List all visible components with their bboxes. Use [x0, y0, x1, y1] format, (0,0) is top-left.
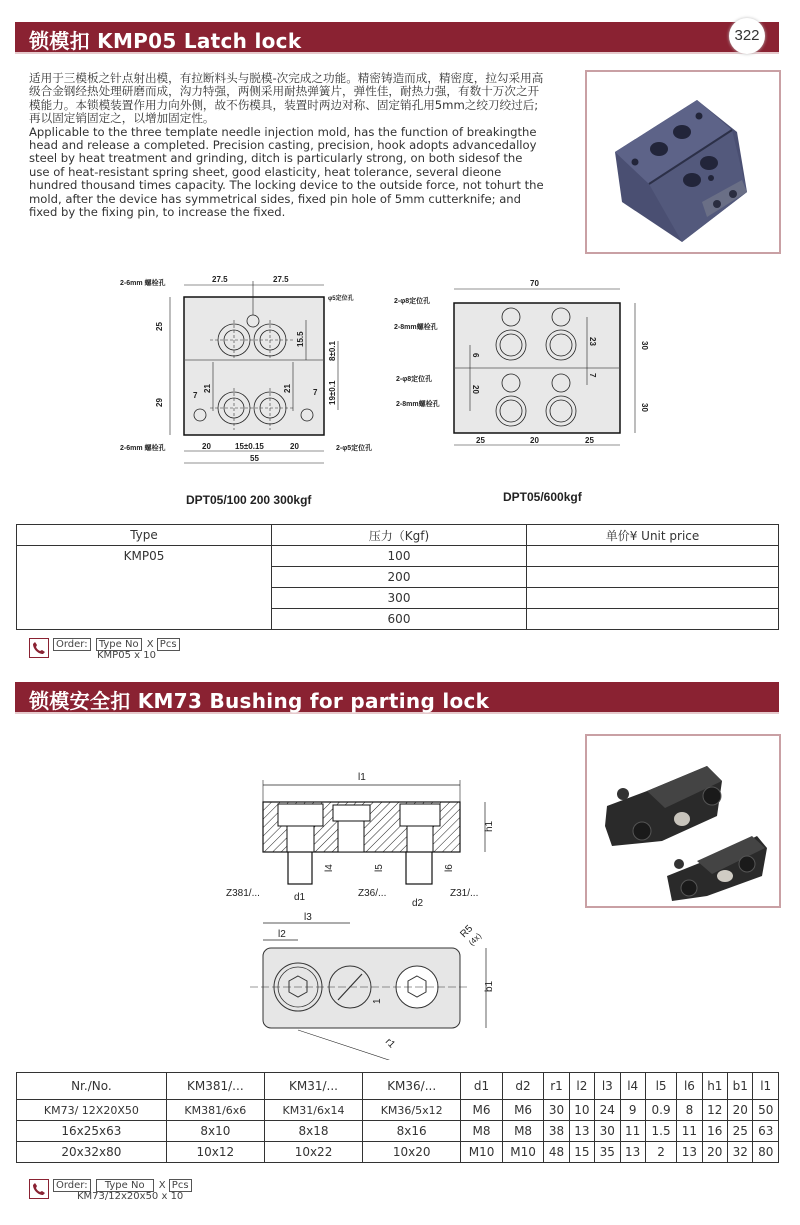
- header-type: Type: [17, 525, 272, 546]
- cell: 13: [677, 1142, 702, 1163]
- cell: 32: [728, 1142, 753, 1163]
- label-z31: Z31/...: [450, 888, 479, 899]
- cell: 20: [702, 1142, 727, 1163]
- type-no-label: Type No: [96, 1179, 154, 1192]
- cell: 20x32x80: [17, 1142, 167, 1163]
- dim-27-5-right: 27.5: [273, 275, 289, 284]
- header-l5: l5: [645, 1073, 676, 1100]
- product-description: [29, 72, 544, 219]
- cell: 9: [620, 1100, 645, 1121]
- cell: 8x18: [264, 1121, 362, 1142]
- page-number: 322: [729, 18, 765, 54]
- section-title: 锁模扣 KMP05 Latch lock: [29, 29, 302, 53]
- header-d2: d2: [502, 1073, 544, 1100]
- header-b1: b1: [728, 1073, 753, 1100]
- type-no-label: Type No: [96, 638, 142, 651]
- cell: 20: [728, 1100, 753, 1121]
- cell: 13: [569, 1121, 594, 1142]
- label-l1: l1: [358, 772, 366, 783]
- dim-6: 6: [471, 353, 480, 358]
- cell: M8: [502, 1121, 544, 1142]
- label-l6: l6: [444, 864, 455, 872]
- header-r1: r1: [544, 1073, 569, 1100]
- label-pin-bottom: 2-φ5定位孔: [336, 445, 373, 452]
- pcs-label: Pcs: [169, 1179, 192, 1192]
- cell: 50: [753, 1100, 779, 1121]
- times-sign: X: [146, 639, 154, 650]
- dim-55: 55: [250, 454, 259, 463]
- pcs-label: Pcs: [157, 638, 180, 651]
- label-pin-top: φ5定位孔: [328, 296, 354, 302]
- cell: 80: [753, 1142, 779, 1163]
- label-b1: b1: [484, 980, 495, 992]
- cell: 10: [569, 1100, 594, 1121]
- label-l3: l3: [304, 912, 312, 923]
- cell: 11: [620, 1121, 645, 1142]
- table-row: [17, 1142, 779, 1163]
- dim-25: 25: [155, 322, 164, 331]
- table-row: [17, 1100, 779, 1121]
- label-pin-b: 2-φ8定位孔: [396, 376, 433, 383]
- cell: 10x20: [363, 1142, 461, 1163]
- order-format-kmp05: [29, 638, 229, 668]
- cell: 48: [544, 1142, 569, 1163]
- dim-7-left: 7: [193, 391, 198, 400]
- header-force: 压力（Kgf): [272, 525, 527, 546]
- phone-icon: [29, 638, 49, 658]
- price-cell: [527, 588, 779, 609]
- cell: 24: [595, 1100, 620, 1121]
- label-r5-count: (4x): [467, 931, 484, 948]
- dim-7-right: 7: [313, 388, 318, 397]
- cell: 2: [645, 1142, 676, 1163]
- cell: KM381/6x6: [166, 1100, 264, 1121]
- order-example: KM73/12x20x50 x 10: [77, 1191, 184, 1202]
- cell: 30: [544, 1100, 569, 1121]
- cell: 16x25x63: [17, 1121, 167, 1142]
- phone-icon: [29, 1179, 49, 1199]
- cell: 38: [544, 1121, 569, 1142]
- order-format-km73: [29, 1179, 249, 1209]
- cell: M6: [461, 1100, 503, 1121]
- dim-21-right: 21: [283, 384, 292, 393]
- cell: 12: [702, 1100, 727, 1121]
- drawing-caption-2: DPT05/600kgf: [503, 490, 582, 504]
- dim-8: 8±0.1: [328, 341, 337, 361]
- dimension-drawing-dpt05-300: [110, 265, 380, 475]
- label-d2: d2: [412, 898, 424, 909]
- cell: M6: [502, 1100, 544, 1121]
- cell: 10x12: [166, 1142, 264, 1163]
- dim-15-5: 15.5: [296, 331, 305, 347]
- cell: 25: [728, 1121, 753, 1142]
- header-d1: d1: [461, 1073, 503, 1100]
- dim-19: 19±0.1: [328, 380, 337, 405]
- header-nr: Nr./No.: [17, 1073, 167, 1100]
- cell: 1.5: [645, 1121, 676, 1142]
- label-pin-a: 2-φ8定位孔: [394, 298, 431, 305]
- price-cell: [527, 567, 779, 588]
- label-h1: h1: [484, 820, 495, 832]
- dim-25-left: 25: [476, 436, 485, 445]
- cell: 0.9: [645, 1100, 676, 1121]
- force-cell: 100: [272, 546, 527, 567]
- cell: M10: [461, 1142, 503, 1163]
- order-example: KMP05 x 10: [97, 650, 156, 661]
- dim-20-vert: 20: [471, 385, 480, 394]
- cell: 8x16: [363, 1121, 461, 1142]
- price-cell: [527, 546, 779, 567]
- force-cell: 600: [272, 609, 527, 630]
- dim-27-5-left: 27.5: [212, 275, 228, 284]
- header-l2: l2: [569, 1073, 594, 1100]
- order-label: Order:: [53, 638, 91, 651]
- price-cell: [527, 609, 779, 630]
- header-l1: l1: [753, 1073, 779, 1100]
- header-l3: l3: [595, 1073, 620, 1100]
- label-l4: l4: [324, 864, 335, 872]
- header-h1: h1: [702, 1073, 727, 1100]
- label-bolt-a: 2-8mm螺栓孔: [394, 324, 438, 331]
- force-cell: 200: [272, 567, 527, 588]
- dim-15-tol: 15±0.15: [235, 442, 264, 451]
- dim-25-right: 25: [585, 436, 594, 445]
- force-cell: 300: [272, 588, 527, 609]
- cell: 8: [677, 1100, 702, 1121]
- cell: M8: [461, 1121, 503, 1142]
- cell: KM36/5x12: [363, 1100, 461, 1121]
- dimension-drawing-km73: [220, 760, 510, 1060]
- latch-lock-image-icon: [587, 72, 779, 252]
- dimension-drawing-dpt05-600: [380, 275, 650, 465]
- cell: 30: [595, 1121, 620, 1142]
- kmp05-price-table: [16, 524, 779, 630]
- section-title: 锁模安全扣 KM73 Bushing for parting lock: [29, 689, 490, 713]
- label-bolt-bottom: 2-6mm 螺栓孔: [120, 445, 166, 452]
- dim-20: 20: [530, 436, 539, 445]
- cell: 8x10: [166, 1121, 264, 1142]
- header-km31: KM31/...: [264, 1073, 362, 1100]
- label-l5: l5: [374, 864, 385, 872]
- cell: KM31/6x14: [264, 1100, 362, 1121]
- cell: 63: [753, 1121, 779, 1142]
- type-cell: KMP05: [17, 546, 272, 630]
- section-banner-km73: [15, 682, 779, 712]
- km73-spec-table: [16, 1072, 779, 1163]
- dim-7: 7: [588, 373, 597, 378]
- parting-lock-image-icon: [587, 736, 779, 906]
- header-km381: KM381/...: [166, 1073, 264, 1100]
- times-sign: X: [158, 1180, 166, 1191]
- drawing-caption-1: DPT05/100 200 300kgf: [186, 493, 312, 507]
- section-banner-kmp05: [15, 22, 779, 52]
- cell: 11: [677, 1121, 702, 1142]
- description-en: Applicable to the three template needle injection mold, has the function of breakingthe head and release a completed. Precision casting, precision, hook adopts advancedalloy steel by heat treatment and grinding, ditch is particularly strong, on both sidesof the use of heat-resistant spring sheet, good elasticity, heat tolerance, several dieone hundred thousand times capacity. The locking device to the outside force, not tohurt the mold, after the device has symmetrical sides, fixed pin hole of 5mm cutterknife; and fixed by the fixing pin, to increase the fixed.: [29, 124, 544, 220]
- label-1: 1: [372, 998, 383, 1004]
- label-d1: d1: [294, 892, 306, 903]
- dim-20-right: 20: [290, 442, 299, 451]
- description-cn: 适用于三模板之针点射出模，有拉断料头与脱模-次完成之功能。精密铸造而成，精密度，拉勾采用高级合金钢经热处理研磨而成，沟力特强，两侧采用耐热弹簧片，弹性佳，耐热力强，有数十万次之开模能力。本锁模装置作用力向外侧，故不伤模具，装置时两边对称、固定销孔用5mm之绞刀绞过后;再以固定销固定之，以增加固定性。: [29, 71, 544, 126]
- cell: 35: [595, 1142, 620, 1163]
- header-l6: l6: [677, 1073, 702, 1100]
- header-km36: KM36/...: [363, 1073, 461, 1100]
- dim-30-top: 30: [640, 341, 649, 350]
- header-l4: l4: [620, 1073, 645, 1100]
- table-row: [17, 546, 779, 567]
- dim-20-left: 20: [202, 442, 211, 451]
- product-photo-km73: [585, 734, 781, 908]
- table-row: [17, 1121, 779, 1142]
- dim-23: 23: [588, 337, 597, 346]
- label-r5: R5: [458, 923, 476, 941]
- product-photo-kmp05: [585, 70, 781, 254]
- label-bolt-b: 2-8mm螺栓孔: [396, 401, 440, 408]
- cell: 15: [569, 1142, 594, 1163]
- header-price: 单价¥ Unit price: [527, 525, 779, 546]
- label-z381: Z381/...: [226, 888, 260, 899]
- label-l2: l2: [278, 929, 286, 940]
- cell: KM73/ 12X20X50: [17, 1100, 167, 1121]
- cell: 10x22: [264, 1142, 362, 1163]
- dim-30-bottom: 30: [640, 403, 649, 412]
- dim-21-left: 21: [203, 384, 212, 393]
- cell: M10: [502, 1142, 544, 1163]
- cell: 13: [620, 1142, 645, 1163]
- label-z36: Z36/...: [358, 888, 387, 899]
- order-label: Order:: [53, 1179, 91, 1192]
- label-r1: r1: [382, 1036, 397, 1051]
- label-bolt-top: 2-6mm 螺栓孔: [120, 280, 166, 287]
- dim-70-text: 70: [530, 279, 539, 288]
- dim-29: 29: [155, 398, 164, 407]
- cell: 16: [702, 1121, 727, 1142]
